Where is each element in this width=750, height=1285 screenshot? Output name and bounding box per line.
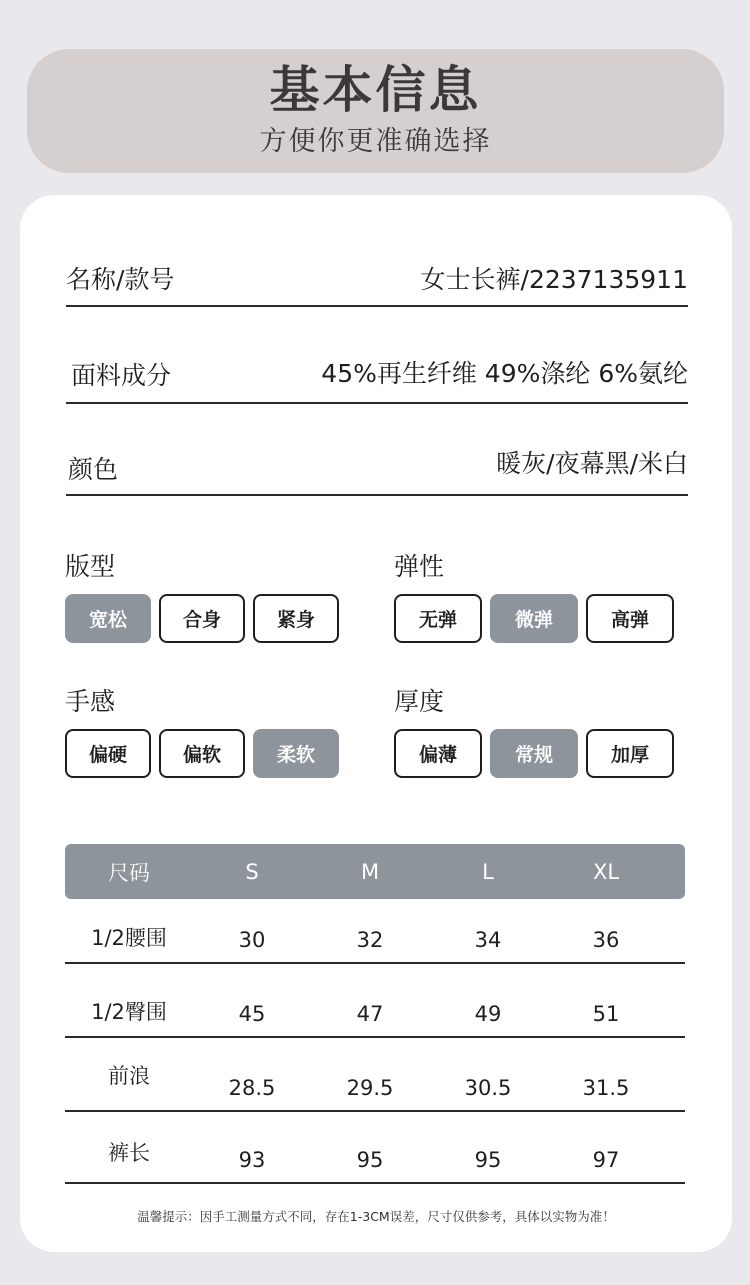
elasticity-group	[394, 550, 674, 643]
elasticity-option-none[interactable]: 无弹	[394, 594, 482, 643]
page-title: 基本信息	[269, 61, 482, 119]
table-cell: 31.5	[582, 1076, 630, 1100]
thickness-label: 厚度	[394, 687, 445, 716]
header-cell-xl: XL	[592, 859, 620, 884]
table-row	[65, 899, 685, 964]
table-cell: 95	[474, 1148, 502, 1172]
thickness-option-regular[interactable]: 常规	[490, 729, 578, 778]
table-cell: 29.5	[346, 1076, 394, 1100]
size-table-header	[65, 844, 685, 899]
table-cell: 49	[474, 1002, 502, 1026]
header-cell-m: M	[360, 859, 380, 884]
header-cell-size: 尺码	[108, 860, 150, 885]
table-cell: 45	[238, 1002, 266, 1026]
fit-option-tight[interactable]: 紧身	[253, 594, 339, 643]
size-table	[65, 844, 685, 1184]
elasticity-label: 弹性	[394, 552, 445, 581]
row-label: 1/2腰围	[91, 926, 167, 950]
info-row-name	[66, 255, 688, 307]
fit-option-regular[interactable]: 合身	[159, 594, 245, 643]
table-cell: 36	[592, 928, 620, 952]
row-label: 裤长	[108, 1141, 150, 1165]
color-value: 暖灰/夜幕黑/米白	[496, 449, 688, 478]
fit-option-loose[interactable]: 宽松	[65, 594, 151, 643]
table-cell: 30	[238, 928, 266, 952]
page-subtitle: 方便你更准确选择	[259, 126, 492, 157]
table-row	[65, 1112, 685, 1184]
thickness-option-thin[interactable]: 偏薄	[394, 729, 482, 778]
table-cell: 34	[474, 928, 502, 952]
fabric-value: 45%再生纤维 49%涤纶 6%氨纶	[321, 359, 688, 388]
table-cell: 47	[356, 1002, 384, 1026]
header-cell-s: S	[245, 859, 259, 884]
measurement-note: 温馨提示：因手工测量方式不同，存在1-3CM误差，尺寸仅供参考，具体以实物为准！	[137, 1209, 615, 1224]
table-cell: 95	[356, 1148, 384, 1172]
feel-label: 手感	[65, 687, 116, 716]
table-row	[65, 964, 685, 1038]
feel-option-hard[interactable]: 偏硬	[65, 729, 151, 778]
row-label: 前浪	[108, 1064, 150, 1088]
info-row-fabric	[66, 350, 688, 404]
row-label: 1/2臀围	[91, 1000, 167, 1024]
fabric-label: 面料成分	[71, 361, 172, 390]
fit-group	[65, 550, 339, 643]
table-cell: 30.5	[464, 1076, 512, 1100]
fit-label: 版型	[65, 552, 116, 581]
elasticity-option-high[interactable]: 高弹	[586, 594, 674, 643]
table-cell: 32	[356, 928, 384, 952]
table-cell: 93	[238, 1148, 266, 1172]
name-label: 名称/款号	[66, 265, 175, 294]
info-row-color	[66, 440, 688, 496]
header-cell-l: L	[482, 859, 494, 884]
feel-option-softish[interactable]: 偏软	[159, 729, 245, 778]
thickness-group	[394, 685, 674, 778]
feel-group	[65, 685, 339, 778]
table-cell: 28.5	[228, 1076, 276, 1100]
table-cell: 97	[592, 1148, 620, 1172]
header-banner	[27, 49, 724, 173]
color-label: 颜色	[68, 455, 119, 484]
table-cell: 51	[592, 1002, 620, 1026]
name-value: 女士长裤/2237135911	[420, 265, 688, 294]
info-card	[20, 195, 732, 1252]
feel-option-soft[interactable]: 柔软	[253, 729, 339, 778]
thickness-option-thick[interactable]: 加厚	[586, 729, 674, 778]
table-row	[65, 1038, 685, 1112]
elasticity-option-slight[interactable]: 微弹	[490, 594, 578, 643]
